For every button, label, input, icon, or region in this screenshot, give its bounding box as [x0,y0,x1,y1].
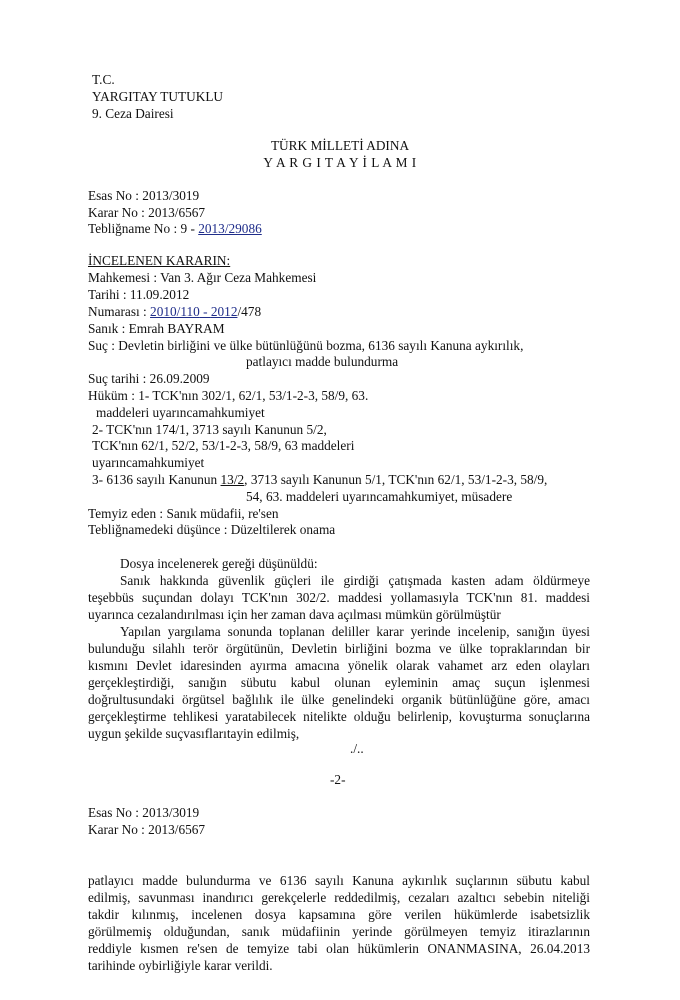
header-court: YARGITAY TUTUKLU [92,89,224,104]
sanik: Sanık : Emrah BAYRAM [88,321,225,336]
numarasi-label: Numarası : [88,304,151,319]
suc-line-2: patlayıcı madde bulundurma [246,354,399,369]
hukum-line-7: 54, 63. maddeleri uyarıncamahkumiyet, müsadere [246,489,513,504]
tarihi: Tarihi : 11.09.2012 [88,287,190,302]
hukum-line-5: uyarıncamahkumiyet [92,455,205,470]
hukum-line-6-end: , 3713 sayılı Kanunun 5/1, TCK'nın 62/1, 53/1-2-3, 58/9, [244,472,548,487]
paragraph-2-line-2: bulunduğu silahlı terör örgütünün, Devletin birliğini bozma ve ülke topraklarından bir [88,641,590,656]
numarasi-link-1[interactable]: 2010/110 [150,304,200,319]
karar-no: Karar No : 2013/6567 [88,205,206,220]
page2-paragraph-line-1: patlayıcı madde bulundurma ve 6136 sayılı Kanuna aykırılık suçlarının sübutu kabul [88,873,590,888]
paragraph-2-line-4: gerçekleştirdiği, sanığın sübutu kabul olunan eyleminin amaç suçun işlenmesi [88,675,590,690]
hukum-line-1: Hüküm : 1- TCK'nın 302/1, 62/1, 53/1-2-3, 58/9, 63. [88,388,369,403]
tebligname-label: Tebliğname No : 9 - [88,221,199,236]
suc-tarihi: Suç tarihi : 26.09.2009 [88,371,210,386]
paragraph-2-line-3: kısmını Devlet idaresinden ayırma amacına yönelik olarak vahamet arz eden olayları [88,658,590,673]
esas-no: Esas No : 2013/3019 [88,188,200,203]
intro-line: Dosya incelenerek gereği düşünüldü: [120,556,318,571]
header-chamber: 9. Ceza Dairesi [92,106,174,121]
page2-paragraph-line-6: tarihinde oybirliğiyle karar verildi. [88,958,273,973]
paragraph-2-line-1: Yapılan yargılama sonunda toplanan deliller karar yerinde incelenip, sanığın üyesi [120,624,590,639]
hukum-line-6-article: 13/2 [220,472,245,487]
page-number: -2- [330,772,346,787]
tebligname-no [88,221,262,236]
incelenen-heading: İNCELENEN KARARIN: [88,253,231,268]
page2-karar-no: Karar No : 2013/6567 [88,822,206,837]
paragraph-2-line-5: doğrultusundaki örgütsel bağlılık ile ülke genelindeki organik bütünlüğüne göre, amacı [88,692,590,707]
suc-line-1: Suç : Devletin birliğini ve ülke bütünlüğünü bozma, 6136 sayılı Kanuna aykırılık, [88,338,524,353]
paragraph-1-line-2: teşebbüs suçundan dolayı TCK'nın 302/2. maddesi yollamasıyla TCK'nın 81. maddesi [88,590,590,605]
paragraph-1-line-1: Sanık hakkında güvenlik güçleri ile girdiği çatışmada kasten adam öldürmeye [120,573,590,588]
mahkemesi: Mahkemesi : Van 3. Ağır Ceza Mahkemesi [88,270,317,285]
page2-paragraph-line-2: edilmiş, savunması inandırıcı gerekçelerle reddedilmiş, cezaları azaltıcı sebebin niteliği [88,890,590,905]
numarasi-suffix: /478 [237,304,262,319]
page2-esas-no: Esas No : 2013/3019 [88,805,200,820]
paragraph-1-line-3: uyarınca cezalandırılması için her zaman dava açılması mümkün görülmüştür [88,607,501,622]
numarasi-link-2[interactable]: 2012 [210,304,238,319]
hukum-line-6-start: 3- 6136 sayılı Kanunun [92,472,221,487]
page2-paragraph-line-5: reddiyle kısmen re'sen de temyize tabi olan hükümlerin ONANMASINA, 26.04.2013 [88,941,590,956]
numarasi [88,304,261,319]
document-subtitle: Y A R G I T A Y İ L A M I [263,155,417,170]
page2-paragraph-line-3: takdir kılınmış, incelenen dosya kapsamına göre verilen hükümlerde isabetsizlik [88,907,590,922]
tebligname-dusunce: Tebliğnamedeki düşünce : Düzeltilerek onama [88,522,336,537]
paragraph-2-line-7: uygun şekilde suçvasıflarıtayin edilmiş, [88,726,300,741]
hukum-line-6 [92,472,547,487]
paragraph-2-line-6: gerçekleştirme tehlikesi yaratabilecek nitelikte olduğu belirlenip, kovuşturma sonuçlarına [88,709,590,724]
tebligname-link[interactable]: 2013/29086 [198,221,262,236]
hukum-line-4: TCK'nın 62/1, 52/2, 53/1-2-3, 58/9, 63 maddeleri [92,438,355,453]
hukum-line-3: 2- TCK'nın 174/1, 3713 sayılı Kanunun 5/2, [92,422,327,437]
temyiz-eden: Temyiz eden : Sanık müdafii, re'sen [88,506,279,521]
header-tc: T.C. [92,72,115,87]
numarasi-separator: - [199,304,211,319]
page2-paragraph-line-4: görülmemiş olduğundan, sanık müdafiinin yerinde görülmeyen temyiz itirazlarının [88,924,590,939]
continued-mark: ./.. [350,741,364,756]
hukum-line-2: maddeleri uyarıncamahkumiyet [96,405,265,420]
document-title: TÜRK MİLLETİ ADINA [270,138,410,153]
